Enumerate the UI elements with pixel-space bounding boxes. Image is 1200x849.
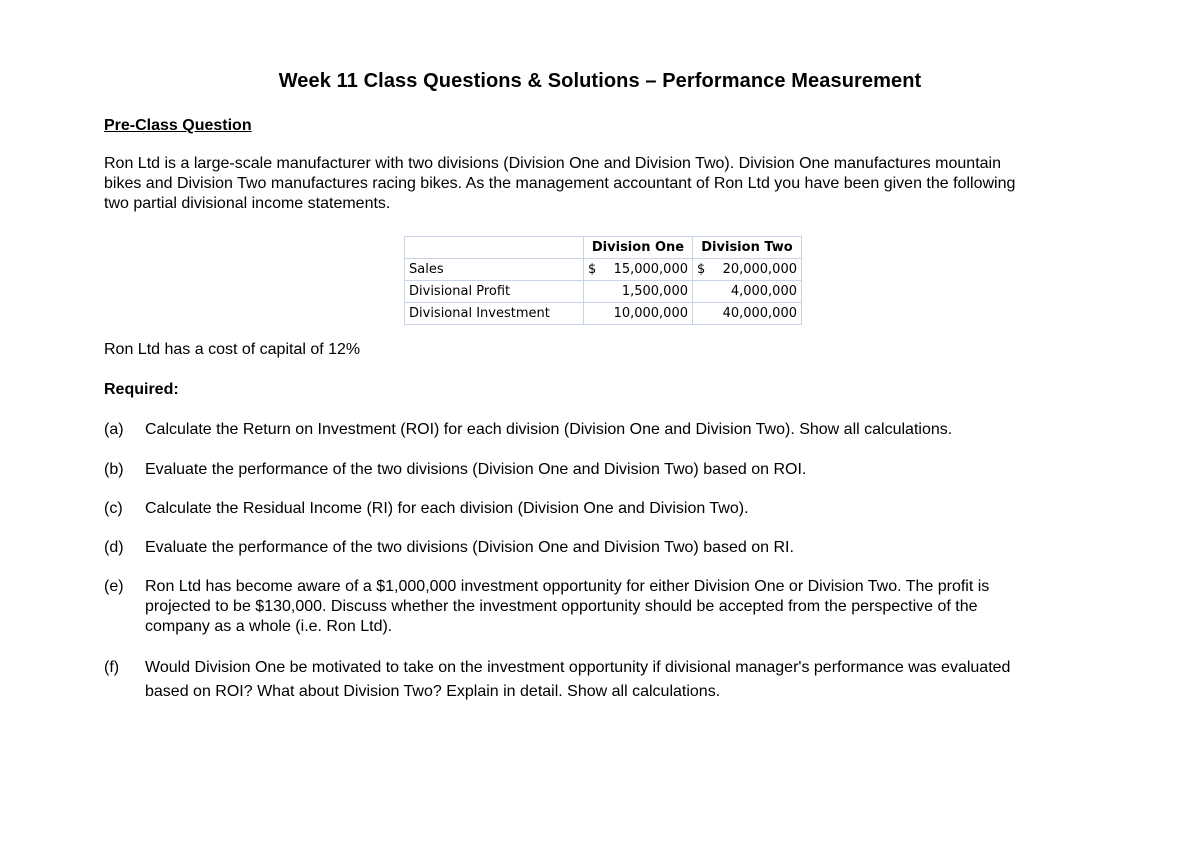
question-text: company as a whole (i.e. Ron Ltd). (145, 618, 393, 635)
table-header-blank (405, 237, 584, 259)
question-label: (e) (104, 578, 124, 595)
question-label: (f) (104, 659, 120, 676)
currency-symbol: $ (697, 262, 706, 277)
cell-investment-division-one: 10,000,000 (584, 303, 693, 325)
table-row (405, 259, 802, 281)
cell-value: 20,000,000 (722, 262, 797, 277)
question-label: (c) (104, 500, 123, 517)
question-label: (a) (104, 421, 124, 438)
cell-value: 15,000,000 (613, 262, 688, 277)
table-header-row (405, 237, 802, 259)
cost-of-capital-text: Ron Ltd has a cost of capital of 12% (104, 341, 361, 358)
income-statement-table (404, 236, 802, 325)
cell-investment-division-two: 40,000,000 (693, 303, 802, 325)
cell-profit-division-one: 1,500,000 (584, 281, 693, 303)
page-title: Week 11 Class Questions & Solutions – Performance Measurement (278, 70, 922, 92)
question-text: Would Division One be motivated to take on the investment opportunity if divisional manager's performance was evaluated (145, 659, 1011, 676)
table-row (405, 303, 802, 325)
cell-sales-division-two (693, 259, 802, 281)
question-text: Calculate the Return on Investment (ROI) for each division (Division One and Division Two). Show all calculations. (145, 421, 953, 438)
table-header-division-one: Division One (584, 237, 693, 259)
intro-paragraph (104, 154, 1094, 214)
currency-symbol: $ (588, 262, 597, 277)
cell-sales-division-one (584, 259, 693, 281)
question-label: (d) (104, 539, 124, 556)
row-label-divisional-profit: Divisional Profit (405, 281, 584, 303)
question-text: Evaluate the performance of the two divisions (Division One and Division Two) based on ROI. (145, 461, 807, 478)
intro-line: bikes and Division Two manufactures racing bikes. As the management accountant of Ron Ltd you have been given the following (104, 175, 1016, 192)
required-heading: Required: (104, 381, 179, 398)
table-header-division-two: Division Two (693, 237, 802, 259)
intro-line: two partial divisional income statements. (104, 195, 391, 212)
question-text: Ron Ltd has become aware of a $1,000,000 investment opportunity for either Division One or Division Two. The profit is (145, 578, 990, 595)
row-label-divisional-investment: Divisional Investment (405, 303, 584, 325)
section-heading: Pre-Class Question (104, 117, 252, 134)
question-text: projected to be $130,000. Discuss whether the investment opportunity should be accepted from the perspective of the (145, 598, 978, 615)
question-text: Calculate the Residual Income (RI) for each division (Division One and Division Two). (145, 500, 749, 517)
question-text: based on ROI? What about Division Two? Explain in detail. Show all calculations. (145, 683, 721, 700)
cell-profit-division-two: 4,000,000 (693, 281, 802, 303)
question-label: (b) (104, 461, 124, 478)
table-row (405, 281, 802, 303)
row-label-sales: Sales (405, 259, 584, 281)
question-text: Evaluate the performance of the two divisions (Division One and Division Two) based on RI. (145, 539, 794, 556)
intro-line: Ron Ltd is a large-scale manufacturer with two divisions (Division One and Division Two). Division One manufactures mountain (104, 155, 1001, 172)
